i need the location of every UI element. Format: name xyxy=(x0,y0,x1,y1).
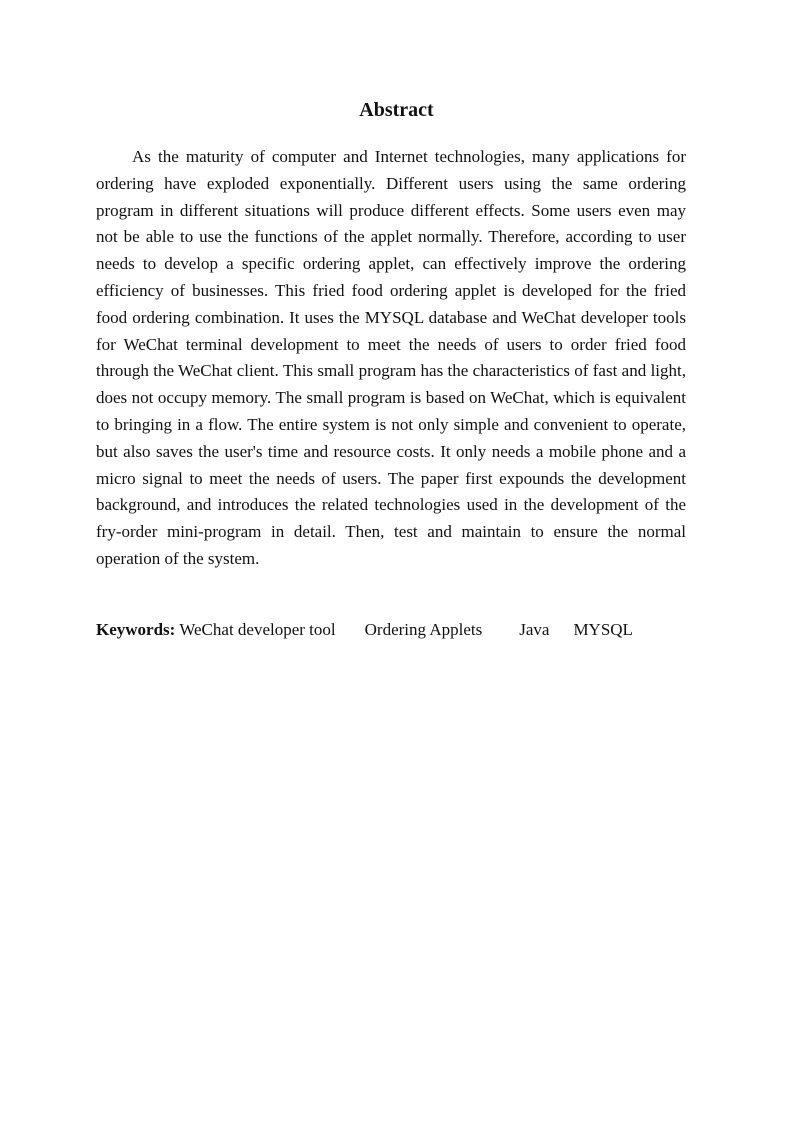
keywords-label: Keywords: xyxy=(96,620,176,639)
keyword-item: Java xyxy=(519,620,550,639)
keywords-line xyxy=(96,617,696,644)
keyword-item: MYSQL xyxy=(573,620,633,639)
abstract-title: Abstract xyxy=(359,99,434,121)
abstract-paragraph: As the maturity of computer and Internet technologies, many applications for ordering have exploded exponentially. Different users using the same ordering program in different situations will produce different effects. Some users even may not be able to use the functions of the applet normally. Therefore, according to user needs to develop a specific ordering applet, can effectively improve the ordering efficiency of businesses. This fried food ordering applet is developed for the fried food ordering combination. It uses the MYSQL database and WeChat developer tools for WeChat terminal development to meet the needs of users to order fried food through the WeChat client. This small program has the characteristics of fast and light, does not occupy memory. The small program is based on WeChat, which is equivalent to bringing in a flow. The entire system is not only simple and convenient to operate, but also saves the user's time and resource costs. It only needs a mobile phone and a micro signal to meet the needs of users. The paper first expounds the development background, and introduces the related technologies used in the development of the fry-order mini-program in detail. Then, test and maintain to ensure the normal operation of the system. xyxy=(96,147,686,568)
keyword-item: Ordering Applets xyxy=(364,620,483,639)
keyword-item: WeChat developer tool xyxy=(179,620,336,639)
